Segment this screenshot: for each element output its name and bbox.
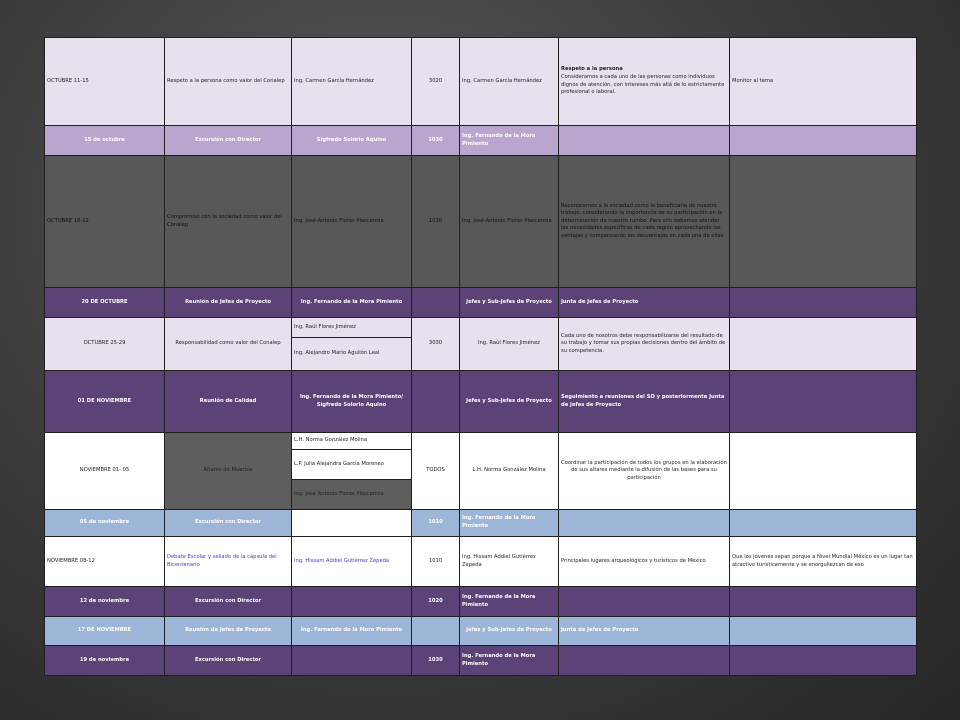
responsible-cell	[292, 587, 412, 617]
description-cell	[559, 510, 730, 537]
observations-cell: Monitor al tema	[730, 38, 917, 126]
group-cell: 1010	[412, 510, 460, 537]
activity-cell: Respeto a la persona como valor del Conalep	[165, 38, 292, 126]
description-cell	[559, 646, 730, 676]
observations-cell	[730, 371, 917, 433]
description-cell: Junta de Jefes de Proyecto	[559, 288, 730, 318]
responsible-cell: Ing. Alejandro Mario Aguilón Leal	[292, 338, 412, 371]
responsible-cell: Ing. Fernando de la Mora Pimiento	[292, 288, 412, 318]
description-cell: Reconocemos a la sociedad como la beneficiaria de nuestro trabajo, considerando la importancia de su participación en la determinación de nuestro rumbo. Para ello debemos atender las necesidades específicas de cada región aprovechando las ventajas y compensando las desventajas en cada una de ellas.	[559, 156, 730, 288]
teacher-cell: Jefes y Sub-Jefes de Proyecto	[460, 288, 559, 318]
group-cell: 3030	[412, 318, 460, 371]
table-row	[45, 537, 917, 587]
responsible-cell: Ing. José Antonio Flores Plascencia	[292, 480, 412, 510]
date-cell: NOVIEMBRE 08-12	[45, 537, 165, 587]
description-title: Respeto a la persona	[561, 66, 623, 73]
activity-cell: Reunión de Jefes de Proyecto	[165, 617, 292, 646]
teacher-cell: Ing. Fernando de la Mora Pimiento	[460, 126, 559, 156]
observations-cell	[730, 126, 917, 156]
teacher-cell: Ing. Fernando de la Mora Pimiento	[460, 646, 559, 676]
responsible-cell: L.H. Norma González Molina	[292, 433, 412, 450]
date-cell: NOVIEMBRE 01- 05	[45, 433, 165, 510]
responsible-cell	[292, 646, 412, 676]
group-cell: 3020	[412, 38, 460, 126]
activity-cell: Responsabilidad como valor del Conalep	[165, 318, 292, 371]
table-row	[45, 617, 917, 646]
responsible-cell: Ing. Raúl Flores Jiménez	[292, 318, 412, 338]
observations-cell	[730, 433, 917, 510]
description-cell	[559, 587, 730, 617]
activity-cell: Excursión con Director	[165, 126, 292, 156]
activity-cell: Excursión con Director	[165, 646, 292, 676]
observations-cell	[730, 318, 917, 371]
date-cell: 19 de noviembre	[45, 646, 165, 676]
date-cell: 05 de noviembre	[45, 510, 165, 537]
observations-cell	[730, 156, 917, 288]
schedule-table	[44, 37, 917, 676]
teacher-cell: Ing. Raúl Flores Jiménez	[460, 318, 559, 371]
group-cell: 1030	[412, 126, 460, 156]
activity-cell: Altares de Muertos	[165, 433, 292, 510]
observations-cell: Que los jóvenes sepan porque a Nivel Mundial México es un lugar tan atractivo turísticamente y se enorgullezcan de eso	[730, 537, 917, 587]
teacher-cell: Jefes y Sub-Jefes de Proyecto	[460, 617, 559, 646]
table-row	[45, 510, 917, 537]
activity-cell: Compromiso con la sociedad como valor del Conalep	[165, 156, 292, 288]
teacher-cell: Ing. Carmen García Hernández	[460, 38, 559, 126]
table-row	[45, 156, 917, 288]
observations-cell	[730, 646, 917, 676]
description-cell: Coordinar la participación de todos los grupos en la elaboración de sus altares mediante la difusión de las bases para su participación	[559, 433, 730, 510]
activity-cell: Excursión con Director	[165, 510, 292, 537]
responsible-cell: Ing. José Antonio Flores Plascencia	[292, 156, 412, 288]
date-cell: OCTUBRE 18-22	[45, 156, 165, 288]
table-row	[45, 587, 917, 617]
description-cell: Principales lugares arqueológicos y turísticos de México	[559, 537, 730, 587]
activity-cell: Reunión de Jefes de Proyecto	[165, 288, 292, 318]
activity-cell: Debate Escolar y sellado de la cápsula del Bicentenario	[165, 537, 292, 587]
date-cell: 15 de octubre	[45, 126, 165, 156]
observations-cell	[730, 617, 917, 646]
table-row	[45, 38, 917, 126]
responsible-cell: Ing. Fernando de la Mora Pimiento/ Sigfredo Solorio Aquino	[292, 371, 412, 433]
observations-cell	[730, 587, 917, 617]
group-cell	[412, 288, 460, 318]
group-cell: 1030	[412, 646, 460, 676]
observations-cell	[730, 288, 917, 318]
responsible-cell: Ing. Carmen García Hernández	[292, 38, 412, 126]
responsible-cell: Sigfredo Solorio Aquino	[292, 126, 412, 156]
date-cell: OCTUBRE 11-15	[45, 38, 165, 126]
teacher-cell: Jefes y Sub-Jefes de Proyecto	[460, 371, 559, 433]
date-cell: 20 DE OCTUBRE	[45, 288, 165, 318]
teacher-cell: Ing. José Antonio Flores Plascencia	[460, 156, 559, 288]
description-cell: Cada uno de nosotros debe responsabilizarse del resultado de su trabajo y tomar sus propias decisiones dentro del ámbito de su competencia.	[559, 318, 730, 371]
activity-cell: Reunión de Calidad	[165, 371, 292, 433]
responsible-cell	[292, 510, 412, 537]
group-cell: 1030	[412, 156, 460, 288]
teacher-cell: Ing. Fernando de la Mora Pimiento	[460, 510, 559, 537]
description-text: Consideramos a cada uno de las personas como individuos dignos de atención, con intereses más allá de lo estrictamente profesional o laboral.	[561, 73, 725, 96]
group-cell	[412, 617, 460, 646]
date-cell: OCTUBRE 25-29	[45, 318, 165, 371]
teacher-cell: L.H. Norma González Molina	[460, 433, 559, 510]
responsible-cell: L.P. Julia Alejandra García Moreneo	[292, 450, 412, 480]
table-row	[45, 371, 917, 433]
description-cell: Junta de Jefes de Proyecto	[559, 617, 730, 646]
responsible-cell: Ing. Hissam Addiel Gutiérrez Zepeda	[292, 537, 412, 587]
description-cell: Seguimiento a reuniones del SO y posteriormente Junta de Jefes de Proyecto	[559, 371, 730, 433]
description-cell	[559, 126, 730, 156]
activity-cell: Excursión con Director	[165, 587, 292, 617]
responsible-cell: Ing. Fernando de la Mora Pimiento	[292, 617, 412, 646]
date-cell: 17 DE NOVIEMBRE	[45, 617, 165, 646]
table-row	[45, 433, 917, 450]
table-row	[45, 126, 917, 156]
teacher-cell: Ing. Fernando de la Mora Pimiento	[460, 587, 559, 617]
observations-cell	[730, 510, 917, 537]
group-cell: 1020	[412, 587, 460, 617]
date-cell: 12 de noviembre	[45, 587, 165, 617]
group-cell: 1010	[412, 537, 460, 587]
group-cell	[412, 371, 460, 433]
table-row	[45, 646, 917, 676]
description-cell	[559, 38, 730, 126]
teacher-cell: Ing. Hissam Addiel Gutiérrez Zepeda	[460, 537, 559, 587]
table-row	[45, 288, 917, 318]
date-cell: 01 DE NOVIEMBRE	[45, 371, 165, 433]
table-row	[45, 318, 917, 338]
group-cell: TODOS	[412, 433, 460, 510]
